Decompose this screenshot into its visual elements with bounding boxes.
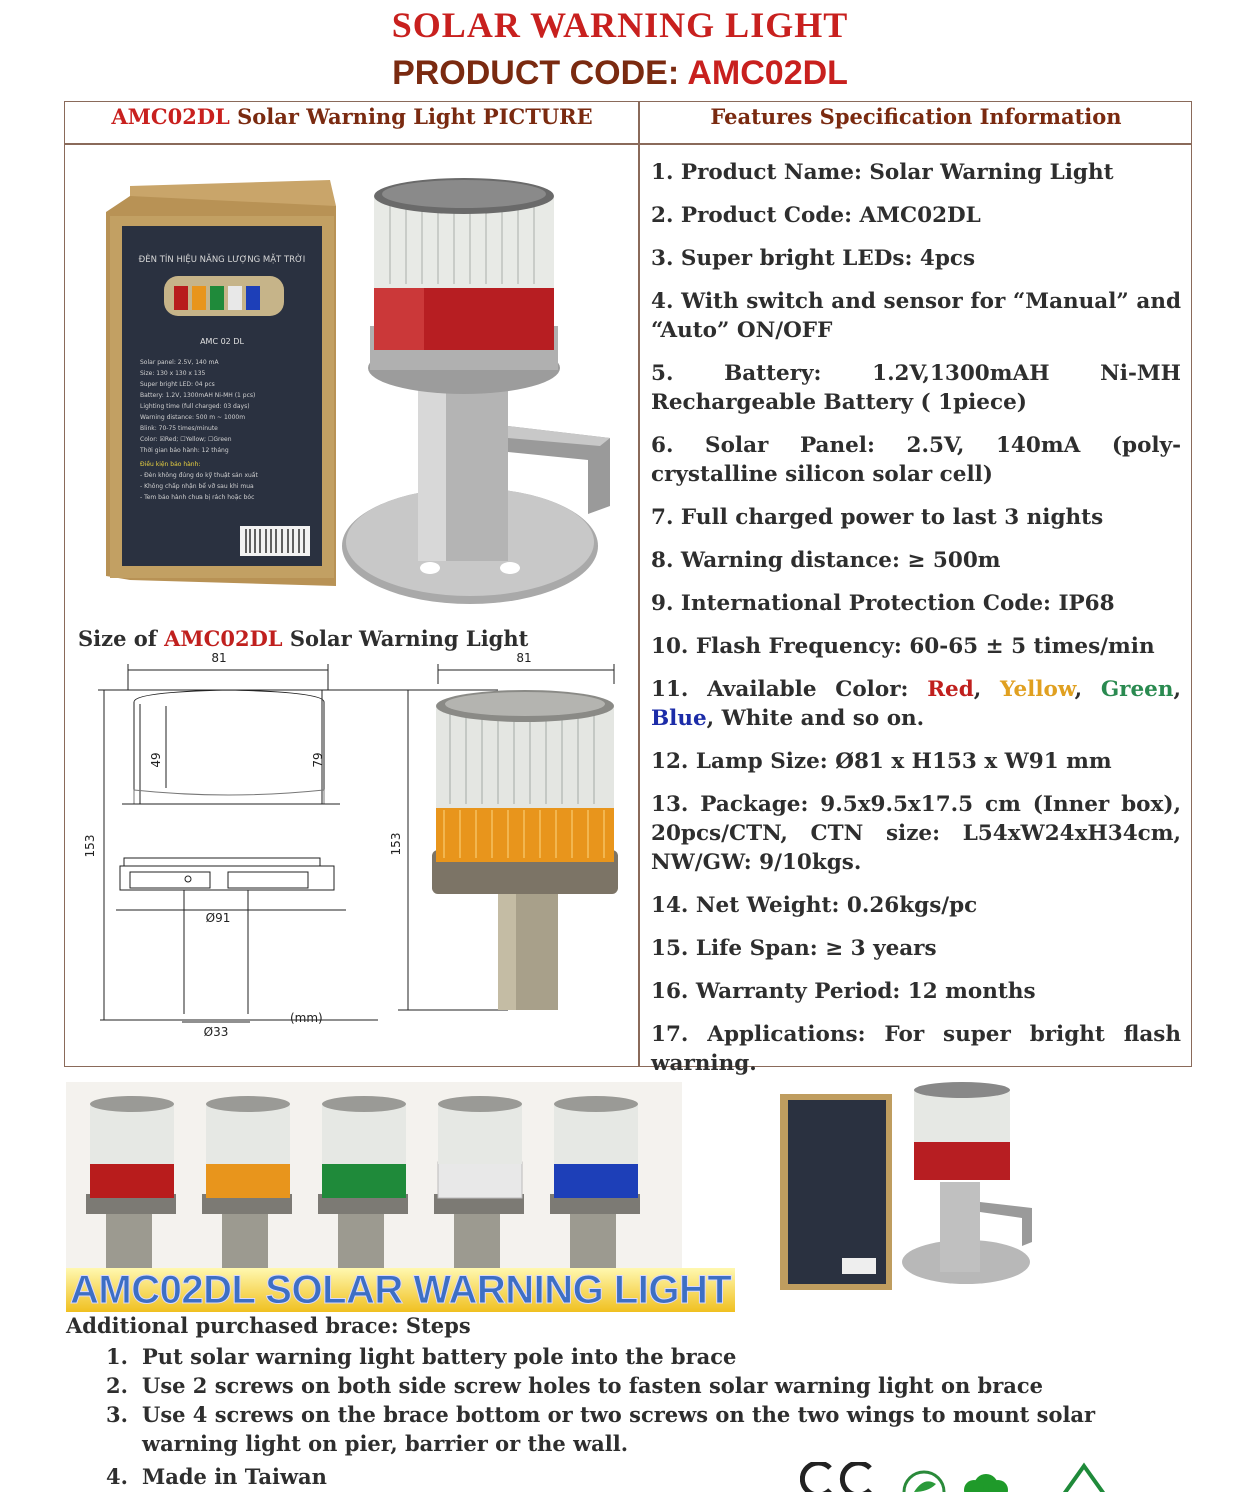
- step-number: 4.: [106, 1464, 128, 1489]
- brace-step: [106, 1342, 1186, 1371]
- product-banner: AMC02DL SOLAR WARNING LIGHT: [66, 1268, 735, 1312]
- dim-width-top-right: 81: [516, 651, 532, 665]
- size-section-label: [78, 626, 528, 651]
- box-line: - Đèn không đúng do kỹ thuật sản xuất: [140, 472, 258, 479]
- picture-column-header: [66, 104, 638, 129]
- box-line: Blink: 70-75 times/minute: [140, 425, 218, 432]
- product-photo: [100, 176, 640, 616]
- product-photo-small: [776, 1082, 1046, 1302]
- dim-unit: (mm): [290, 1011, 323, 1025]
- product-code-value: AMC02DL: [687, 54, 848, 92]
- color-red: Red: [927, 677, 974, 702]
- spec-switch: 4. With switch and sensor for “Manual” and “Auto” ON/OFF: [651, 289, 1181, 343]
- step-number: 1.: [106, 1344, 128, 1369]
- spec-package: 13. Package: 9.5x9.5x17.5 cm (Inner box), 20pcs/CTN, CTN size: L54xW24xH34cm, NW/GW: 9/10kgs.: [651, 792, 1181, 875]
- color-yellow: Yellow: [1000, 677, 1075, 702]
- spec-life-span: 15. Life Span: ≥ 3 years: [651, 936, 937, 961]
- size-label-pre: Size of: [78, 626, 165, 651]
- spec-applications: 17. Applications: For super bright flash warning.: [651, 1022, 1181, 1076]
- box-line: - Tem bảo hành chưa bị rách hoặc bóc: [140, 494, 255, 501]
- spec-ip-code: 9. International Protection Code: IP68: [651, 591, 1115, 616]
- specifications-list: [651, 158, 1181, 1092]
- picture-header-text: Solar Warning Light PICTURE: [229, 104, 593, 129]
- box-line: Solar panel: 2.5V, 140 mA: [140, 359, 219, 366]
- box-line: Thời gian bảo hành: 12 tháng: [140, 447, 229, 454]
- box-heading: ĐÈN TÍN HIỆU NĂNG LƯỢNG MẶT TRỜI: [138, 255, 306, 265]
- box-line: Super bright LED: 04 pcs: [140, 381, 215, 388]
- product-box-image: [106, 180, 336, 586]
- dim-body-height: 79: [311, 752, 325, 768]
- spec-lamp-size: 12. Lamp Size: Ø81 x H153 x W91 mm: [651, 749, 1112, 774]
- spec-net-weight: 14. Net Weight: 0.26kgs/pc: [651, 893, 978, 918]
- certification-marks: [800, 1462, 1230, 1492]
- box-line: Size: 130 x 130 x 135: [140, 370, 206, 377]
- spec-warranty: 16. Warranty Period: 12 months: [651, 979, 1036, 1004]
- box-line: Lighting time (full charged: 03 days): [140, 403, 250, 410]
- box-line: Battery: 1.2V, 1300mAH Ni-MH (1 pcs): [140, 392, 256, 399]
- size-label-code: AMC02DL: [164, 626, 283, 651]
- dim-pole-width: Ø33: [203, 1025, 229, 1039]
- spec-product-name: 1. Product Name: Solar Warning Light: [651, 160, 1114, 185]
- box-line: Warning distance: 500 m ~ 1000m: [140, 414, 246, 421]
- page-title: SOLAR WARNING LIGHT: [391, 5, 849, 45]
- brace-step: [106, 1371, 1186, 1400]
- product-code-label: PRODUCT CODE:: [392, 54, 688, 92]
- table-header-divider: [64, 143, 1192, 145]
- color-lamps-photo: [66, 1082, 682, 1272]
- brace-steps-title: Additional purchased brace: Steps: [66, 1313, 471, 1338]
- lamp-photo-yellow: [432, 690, 618, 1010]
- dim-width-top: 81: [211, 651, 227, 665]
- tree-icon: [964, 1474, 1008, 1492]
- dim-total-height: 153: [83, 834, 97, 858]
- dimension-drawings: [78, 650, 634, 1054]
- step-number: 3.: [106, 1402, 128, 1427]
- spec-solar-panel: 6. Solar Panel: 2.5V, 140mA (poly-crystalline silicon solar cell): [651, 433, 1181, 487]
- spec-product-code: 2. Product Code: AMC02DL: [651, 203, 981, 228]
- spec-battery: 5. Battery: 1.2V,1300mAH Ni-MH Rechargeable Battery ( 1piece): [651, 361, 1181, 415]
- box-line: - Không chấp nhận bể vỡ sau khi mua: [140, 483, 254, 490]
- lamp-with-brace-image: [342, 178, 610, 604]
- box-line: Color: ☒Red; ☐Yellow; ☐Green: [140, 436, 232, 443]
- color-green: Green: [1100, 677, 1174, 702]
- box-line: Điều kiện bảo hành:: [140, 461, 201, 468]
- brace-step: [106, 1400, 1186, 1458]
- step-text: Use 2 screws on both side screw holes to fasten solar warning light on brace: [142, 1373, 1044, 1398]
- step-text: Use 4 screws on the brace bottom or two screws on the two wings to mount solar warning light on pier, barrier or the wall.: [142, 1402, 1096, 1456]
- spec-flash-frequency: 10. Flash Frequency: 60-65 ± 5 times/min: [651, 634, 1155, 659]
- step-text: Made in Taiwan: [142, 1464, 327, 1489]
- size-label-post: Solar Warning Light: [282, 626, 529, 651]
- ce-mark-icon: [802, 1463, 870, 1492]
- spec-available-color: 11. Available Color: Red, Yellow, Green, Blue, White and so on.: [651, 677, 1181, 731]
- picture-header-code: AMC02DL: [111, 104, 230, 129]
- rohs-leaf-icon: [904, 1472, 944, 1492]
- spec-charge-duration: 7. Full charged power to last 3 nights: [651, 505, 1104, 530]
- step-text: Put solar warning light battery pole into the brace: [142, 1344, 737, 1369]
- dim-total-height-right: 153: [389, 832, 403, 856]
- color-white: White and so on.: [721, 706, 925, 731]
- dim-lens-height: 49: [149, 752, 163, 768]
- spec-warning-distance: 8. Warning distance: ≥ 500m: [651, 548, 1001, 573]
- recycle-triangle-icon: [1064, 1466, 1104, 1492]
- color-label: 11. Available Color:: [651, 677, 928, 702]
- spec-leds: 3. Super bright LEDs: 4pcs: [651, 246, 976, 271]
- dim-base-width: Ø91: [205, 911, 231, 925]
- step-number: 2.: [106, 1373, 128, 1398]
- product-code-heading: [0, 54, 1240, 93]
- features-column-header: Features Specification Information: [710, 104, 1122, 129]
- box-model: AMC 02 DL: [200, 337, 244, 346]
- color-blue: Blue: [651, 706, 707, 731]
